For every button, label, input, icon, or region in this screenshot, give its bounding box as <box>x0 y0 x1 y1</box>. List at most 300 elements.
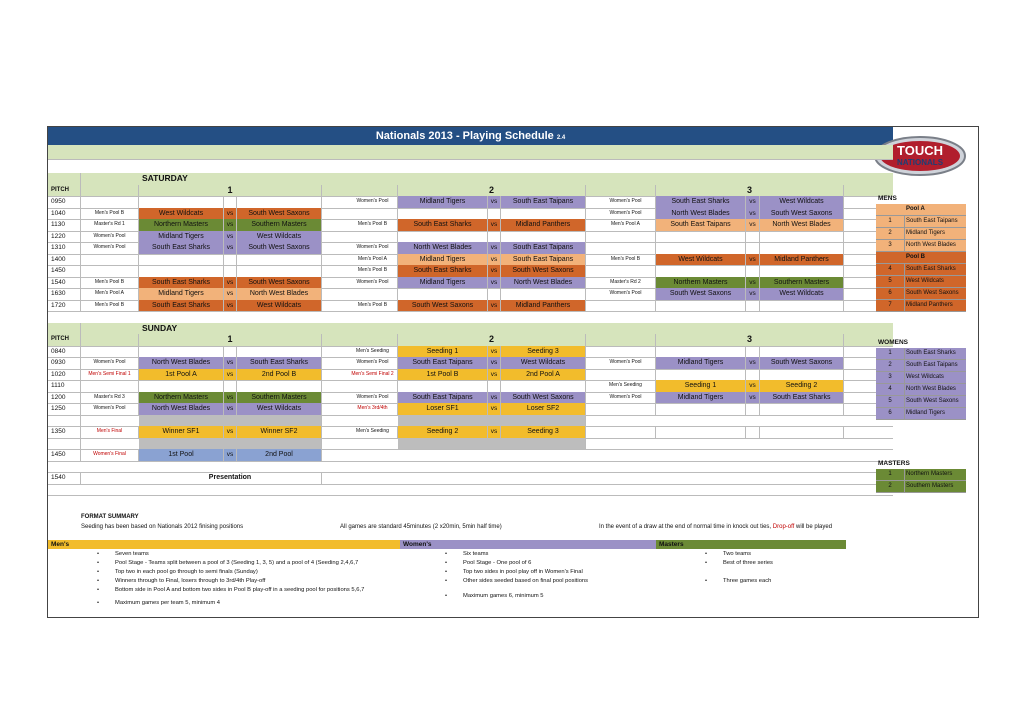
team-a: Seeding 1 <box>398 346 488 358</box>
team-b: South West Saxons <box>237 242 322 254</box>
pitch-label: PITCH <box>48 334 81 346</box>
masters-standings <box>876 458 966 493</box>
match-label: Women's Pool <box>81 403 139 415</box>
match-label: Master's Rd 3 <box>81 392 139 404</box>
match-label: Women's Pool <box>348 392 398 404</box>
time-slot: 1350 <box>48 426 81 438</box>
team-b: Seeding 3 <box>501 426 586 438</box>
vs-empty <box>746 426 760 438</box>
presentation: Presentation <box>139 472 322 484</box>
standing-team: North West Blades <box>906 242 956 248</box>
masters-format-item: • Two teams <box>723 551 751 557</box>
team-a-empty <box>656 265 746 277</box>
team-a: Midland Tigers <box>139 231 224 243</box>
match-label-empty <box>596 242 656 254</box>
match-label-empty <box>348 380 398 392</box>
team-b-empty <box>760 426 844 438</box>
draw-note-post: will be played <box>796 524 833 530</box>
time-slot: 1540 <box>48 277 81 289</box>
masters-heading: MASTERS <box>878 460 910 467</box>
mens-format-item: • Winners through to Final, losers through to 3rd/4th Play-off <box>115 578 265 584</box>
blank <box>596 334 656 346</box>
team-b: South West Saxons <box>501 265 586 277</box>
vs-empty <box>746 300 760 312</box>
time-slot: 1250 <box>48 403 81 415</box>
womens-format-item: • Maximum games 6, minimum 5 <box>463 593 544 599</box>
grey-spacer <box>398 438 586 450</box>
standing-team: Midland Tigers <box>906 410 946 416</box>
time-slot: 1540 <box>48 472 81 484</box>
title-bar <box>48 127 893 145</box>
vs-label: vs <box>224 369 237 381</box>
team-a-empty <box>139 254 224 266</box>
schedule-row <box>48 484 893 497</box>
team-a-empty <box>656 426 746 438</box>
time-slot: 1450 <box>48 449 81 461</box>
match-label: Women's Pool <box>596 196 656 208</box>
vs-label: vs <box>746 357 760 369</box>
team-b: Southern Masters <box>237 219 322 231</box>
match-label: Women's Pool <box>596 392 656 404</box>
blank <box>348 185 398 197</box>
vs-label: vs <box>488 265 501 277</box>
time-slot: 1630 <box>48 288 81 300</box>
team-b: West Wildcats <box>237 231 322 243</box>
team-a-empty <box>656 242 746 254</box>
match-label-empty <box>596 265 656 277</box>
mens-standing-row <box>876 300 966 312</box>
womens-format-item: • Other sides seeded based on final pool positions <box>463 578 588 584</box>
day-heading: SUNDAY <box>142 322 178 333</box>
vs-label: vs <box>488 426 501 438</box>
vs-empty <box>746 242 760 254</box>
team-b: Loser SF2 <box>501 403 586 415</box>
womens-format-item: • Six teams <box>463 551 488 557</box>
team-a-empty <box>398 288 488 300</box>
mens-standings <box>876 193 966 312</box>
team-b: West Wildcats <box>760 196 844 208</box>
standing-rank: 6 <box>876 288 905 299</box>
mens-standing-row <box>876 288 966 300</box>
team-a: West Wildcats <box>139 208 224 220</box>
match-label-empty <box>81 346 139 358</box>
match-label: Men's Pool A <box>81 288 139 300</box>
team-b-empty <box>760 242 844 254</box>
standing-rank: 6 <box>876 408 905 419</box>
vs-label: vs <box>224 231 237 243</box>
team-b-empty <box>760 300 844 312</box>
pool-heading: Pool B <box>876 252 966 264</box>
standing-team: South West Saxons <box>906 290 959 296</box>
match-label: Men's Seeding <box>348 346 398 358</box>
standing-rank: 1 <box>876 216 905 227</box>
vs-label: vs <box>746 380 760 392</box>
draw-note <box>599 524 832 530</box>
standing-rank: 5 <box>876 276 905 287</box>
team-a: South West Saxons <box>398 300 488 312</box>
team-a: North West Blades <box>139 403 224 415</box>
match-label: Women's Pool <box>596 357 656 369</box>
blank <box>81 334 139 346</box>
team-b-empty <box>760 231 844 243</box>
team-b: Winner SF2 <box>237 426 322 438</box>
vs-empty <box>488 231 501 243</box>
vs-label: vs <box>488 219 501 231</box>
standing-team: Northern Masters <box>906 471 953 477</box>
standing-rank: 2 <box>876 481 905 492</box>
team-a: Northern Masters <box>139 219 224 231</box>
vs-label: vs <box>224 357 237 369</box>
match-label-empty <box>596 300 656 312</box>
match-label-empty <box>596 369 656 381</box>
vs-label: vs <box>488 196 501 208</box>
match-label: Women's Pool <box>348 196 398 208</box>
standing-team: South East Sharks <box>906 350 956 356</box>
team-b-empty <box>501 208 586 220</box>
grey-spacer <box>139 415 322 427</box>
mens-band: Men's <box>48 540 400 549</box>
team-a: South East Sharks <box>398 265 488 277</box>
match-label: Women's Pool <box>596 208 656 220</box>
team-b: Seeding 2 <box>760 380 844 392</box>
team-a: Midland Tigers <box>656 357 746 369</box>
team-a: North West Blades <box>139 357 224 369</box>
team-b-empty <box>237 254 322 266</box>
vs-empty <box>746 403 760 415</box>
womens-band: Women's <box>400 540 659 549</box>
team-a: South West Saxons <box>656 288 746 300</box>
womens-standing-row <box>876 360 966 372</box>
mens-standing-row <box>876 216 966 228</box>
team-b: South East Taipans <box>501 196 586 208</box>
vs-label: vs <box>488 242 501 254</box>
team-a: Midland Tigers <box>398 277 488 289</box>
vs-empty <box>224 346 237 358</box>
vs-empty <box>224 265 237 277</box>
masters-format-item: • Best of three series <box>723 560 773 566</box>
pitch-number-2: 2 <box>398 334 586 346</box>
standing-team: West Wildcats <box>906 278 944 284</box>
match-label: Women's Pool <box>81 231 139 243</box>
mens-standing-row <box>876 240 966 252</box>
match-label-empty <box>81 380 139 392</box>
match-label: Master's Rd 1 <box>81 219 139 231</box>
vs-empty <box>488 288 501 300</box>
team-b: South East Taipans <box>501 254 586 266</box>
masters-format-item: • Three games each <box>723 578 771 584</box>
standing-team: West Wildcats <box>906 374 944 380</box>
masters-standing-row <box>876 469 966 481</box>
match-label: Women's Pool <box>348 357 398 369</box>
time-slot: 1200 <box>48 392 81 404</box>
pitch-number-3: 3 <box>656 185 844 197</box>
team-a: Midland Tigers <box>139 288 224 300</box>
team-b: South West Saxons <box>760 357 844 369</box>
format-band <box>48 540 843 549</box>
schedule-row <box>48 159 893 174</box>
pitch-label: PITCH <box>48 185 81 197</box>
team-a: South East Sharks <box>139 277 224 289</box>
team-b-empty <box>760 265 844 277</box>
team-b-empty <box>760 369 844 381</box>
vs-label: vs <box>224 392 237 404</box>
vs-label: vs <box>746 196 760 208</box>
team-b: West Wildcats <box>237 300 322 312</box>
vs-label: vs <box>224 219 237 231</box>
vs-empty <box>488 380 501 392</box>
team-a: South East Taipans <box>656 219 746 231</box>
blank <box>48 438 81 450</box>
vs-label: vs <box>224 277 237 289</box>
womens-standing-row <box>876 396 966 408</box>
match-label: Women's Pool <box>81 242 139 254</box>
standing-team: South West Saxons <box>906 398 959 404</box>
vs-label: vs <box>224 300 237 312</box>
team-b: 2nd Pool B <box>237 369 322 381</box>
format-heading: FORMAT SUMMARY <box>81 514 139 520</box>
vs-label: vs <box>224 288 237 300</box>
team-b: Midland Panthers <box>501 219 586 231</box>
team-a-empty <box>398 380 488 392</box>
match-label: Women's Pool <box>81 357 139 369</box>
mens-heading: MENS <box>878 195 897 202</box>
time-slot: 0930 <box>48 357 81 369</box>
grey-spacer <box>139 438 322 450</box>
standing-rank: 2 <box>876 360 905 371</box>
draw-note-pre: In the event of a draw at the end of normal time in knock out ties, <box>599 524 772 530</box>
masters-band: Masters <box>656 540 846 549</box>
match-label: Men's Pool B <box>348 265 398 277</box>
team-a-empty <box>139 196 224 208</box>
vs-label: vs <box>488 277 501 289</box>
team-a-empty <box>398 208 488 220</box>
page-title: Nationals 2013 - Playing Schedule <box>375 130 554 142</box>
team-a-empty <box>656 346 746 358</box>
time-slot: 1220 <box>48 231 81 243</box>
team-a: South East Sharks <box>139 242 224 254</box>
match-label: Men's Seeding <box>596 380 656 392</box>
team-a: South East Taipans <box>398 357 488 369</box>
match-label: Men's Seeding <box>348 426 398 438</box>
team-a: Winner SF1 <box>139 426 224 438</box>
womens-standings <box>876 337 966 420</box>
standing-rank: 7 <box>876 300 905 311</box>
team-b-empty <box>237 196 322 208</box>
team-b: Midland Panthers <box>501 300 586 312</box>
standing-team: South East Taipans <box>906 218 958 224</box>
vs-label: vs <box>488 254 501 266</box>
team-b: South East Sharks <box>237 357 322 369</box>
team-a: South East Sharks <box>139 300 224 312</box>
team-a-empty <box>398 231 488 243</box>
standing-rank: 4 <box>876 264 905 275</box>
match-label: Men's Pool B <box>348 219 398 231</box>
vs-empty <box>224 254 237 266</box>
team-a: North West Blades <box>656 208 746 220</box>
team-b: South West Saxons <box>760 208 844 220</box>
team-b: South West Saxons <box>501 392 586 404</box>
team-b-empty <box>760 403 844 415</box>
team-b: South East Sharks <box>760 392 844 404</box>
vs-empty <box>746 265 760 277</box>
team-a-empty <box>656 231 746 243</box>
match-label-empty <box>596 426 656 438</box>
standing-rank: 1 <box>876 469 905 480</box>
team-a: 1st Pool <box>139 449 224 461</box>
team-b: West Wildcats <box>760 288 844 300</box>
standing-rank: 1 <box>876 348 905 359</box>
time-slot: 1720 <box>48 300 81 312</box>
match-label-empty <box>348 231 398 243</box>
match-label: Men's Pool B <box>348 300 398 312</box>
blank <box>48 323 81 335</box>
match-label-empty <box>596 403 656 415</box>
mens-format-item: • Pool Stage - Teams split between a pool of 3 (Seeding 1, 3, 5) and a pool of 4 (Seeding 2,4,6,7 <box>115 560 358 566</box>
vs-label: vs <box>488 369 501 381</box>
team-a: 1st Pool B <box>398 369 488 381</box>
mens-format-item: • Seven teams <box>115 551 149 557</box>
pitch-number-3: 3 <box>656 334 844 346</box>
team-a: South East Sharks <box>656 196 746 208</box>
blank <box>348 334 398 346</box>
standing-rank: 3 <box>876 240 905 251</box>
schedule-row <box>48 145 893 160</box>
team-b: Seeding 3 <box>501 346 586 358</box>
match-label-empty <box>81 265 139 277</box>
draw-note-red: Drop-off <box>772 524 795 530</box>
vs-empty <box>746 369 760 381</box>
pitch-number-2: 2 <box>398 185 586 197</box>
standing-team: South East Sharks <box>906 266 956 272</box>
pitch-number-1: 1 <box>139 334 322 346</box>
vs-label: vs <box>746 288 760 300</box>
team-a: Midland Tigers <box>398 254 488 266</box>
blank <box>48 415 81 427</box>
womens-format-item: • Top two sides in pool play off in Women's Final <box>463 569 583 575</box>
match-label: Women's Pool <box>348 277 398 289</box>
vs-label: vs <box>488 346 501 358</box>
team-a: North West Blades <box>398 242 488 254</box>
vs-label: vs <box>488 300 501 312</box>
time-slot: 1310 <box>48 242 81 254</box>
standing-team: Southern Masters <box>906 483 954 489</box>
vs-label: vs <box>746 277 760 289</box>
games-note: All games are standard 45minutes (2 x20min, 5min half time) <box>340 524 502 530</box>
match-label: Women's Final <box>81 449 139 461</box>
team-a: West Wildcats <box>656 254 746 266</box>
blank <box>81 185 139 197</box>
match-label-empty <box>348 288 398 300</box>
day-heading: SATURDAY <box>142 173 188 183</box>
team-a-empty <box>139 346 224 358</box>
team-b-empty <box>237 265 322 277</box>
match-label-empty <box>596 346 656 358</box>
team-b: West Wildcats <box>237 403 322 415</box>
vs-label: vs <box>488 392 501 404</box>
vs-label: vs <box>746 219 760 231</box>
team-b-empty <box>760 346 844 358</box>
mens-standing-row <box>876 264 966 276</box>
team-b-empty <box>237 380 322 392</box>
standing-team: Midland Tigers <box>906 230 946 236</box>
time-slot: 1130 <box>48 219 81 231</box>
match-label: Men's Pool B <box>81 208 139 220</box>
match-label-empty <box>348 208 398 220</box>
team-b: North West Blades <box>501 277 586 289</box>
masters-standing-row <box>876 481 966 493</box>
team-b: 2nd Pool A <box>501 369 586 381</box>
standing-rank: 4 <box>876 384 905 395</box>
team-a: Seeding 1 <box>656 380 746 392</box>
team-b: West Wildcats <box>501 357 586 369</box>
standing-team: Midland Panthers <box>906 302 953 308</box>
match-label: Master's Rd 2 <box>596 277 656 289</box>
womens-standing-row <box>876 372 966 384</box>
vs-label: vs <box>224 426 237 438</box>
logo-line2: NATIONALS <box>896 158 944 167</box>
pool-heading: Pool A <box>876 204 966 216</box>
team-a: South East Sharks <box>398 219 488 231</box>
team-a: Northern Masters <box>139 392 224 404</box>
standing-rank: 2 <box>876 228 905 239</box>
standing-rank: 3 <box>876 372 905 383</box>
grey-spacer <box>398 415 586 427</box>
vs-empty <box>746 346 760 358</box>
vs-label: vs <box>746 208 760 220</box>
match-label: Men's Pool A <box>596 219 656 231</box>
match-label-empty <box>596 231 656 243</box>
standing-team: North West Blades <box>906 386 956 392</box>
blank <box>48 173 81 185</box>
mens-standing-row <box>876 276 966 288</box>
match-label: Women's Pool <box>596 288 656 300</box>
match-label: Men's Pool B <box>81 277 139 289</box>
vs-label: vs <box>224 208 237 220</box>
team-b: North West Blades <box>760 219 844 231</box>
match-label: Men's Semi Final 1 <box>81 369 139 381</box>
standing-rank: 5 <box>876 396 905 407</box>
version-label: 2.4 <box>556 135 566 141</box>
vs-label: vs <box>488 357 501 369</box>
vs-label: vs <box>746 254 760 266</box>
vs-empty <box>224 380 237 392</box>
match-label: Men's Final <box>81 426 139 438</box>
vs-empty <box>488 208 501 220</box>
team-b: 2nd Pool <box>237 449 322 461</box>
mens-format-item: • Bottom side in Pool A and bottom two sides in Pool B play-off in a seeding pool for positions 5,6,7 <box>115 587 364 593</box>
team-b-empty <box>501 288 586 300</box>
team-a-empty <box>656 403 746 415</box>
team-b-empty <box>237 346 322 358</box>
womens-standing-row <box>876 348 966 360</box>
match-label: Men's Pool B <box>596 254 656 266</box>
team-a: Midland Tigers <box>398 196 488 208</box>
schedule-sheet <box>47 126 979 618</box>
team-b: Southern Masters <box>760 277 844 289</box>
mens-format-item: • Top two in each pool go through to semi finals (Sunday) <box>115 569 258 575</box>
match-label-empty <box>81 254 139 266</box>
team-a-empty <box>139 380 224 392</box>
match-label: Men's Pool A <box>348 254 398 266</box>
team-a: 1st Pool A <box>139 369 224 381</box>
team-a-empty <box>139 265 224 277</box>
team-a-empty <box>656 300 746 312</box>
team-b-empty <box>501 380 586 392</box>
team-a: Northern Masters <box>656 277 746 289</box>
team-b: Southern Masters <box>237 392 322 404</box>
womens-format-item: • Pool Stage - One pool of 6 <box>463 560 531 566</box>
vs-label: vs <box>746 392 760 404</box>
